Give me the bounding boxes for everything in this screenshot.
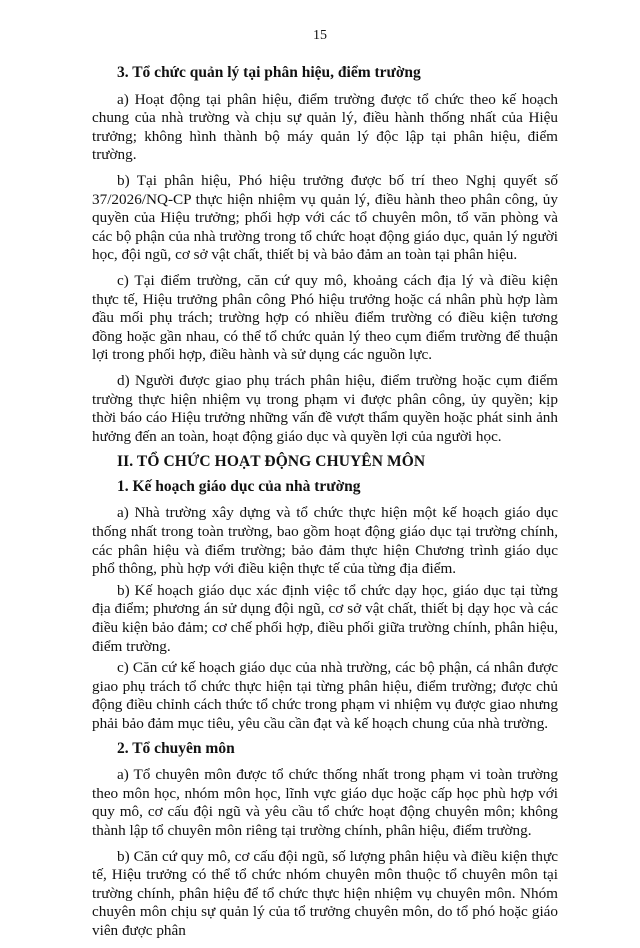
paragraph: c) Căn cứ kế hoạch giáo dục của nhà trường, các bộ phận, cá nhân được giao phụ trách tổ chức thực hiện tại từng phân hiệu, điểm trường; được chủ động điều chỉnh cách thức tổ chức trong phạm vi nhiệm vụ được giao nhưng phải bảo đảm mục tiêu, yêu cầu cần đạt và kế hoạch chung của nhà trường. [92,659,558,732]
section-1-body [92,504,558,733]
paragraph: d) Người được giao phụ trách phân hiệu, điểm trường hoặc cụm điểm trường thực hiện nhiệm vụ trong phạm vi được phân công, ủy quyền; kịp thời báo cáo Hiệu trưởng những vấn đề vượt thẩm quyền hoặc phát sinh ảnh hưởng đến an toàn, hoạt động giáo dục và quyền lợi của người học. [92,371,558,445]
paragraph: a) Hoạt động tại phân hiệu, điểm trường được tổ chức theo kế hoạch chung của nhà trường và chịu sự quản lý, điều hành thống nhất của Hiệu trưởng; không hình thành bộ máy quản lý độc lập tại phân hiệu, điểm trường. [92,90,558,164]
page-number: 15 [313,28,327,43]
paragraph: a) Tổ chuyên môn được tổ chức thống nhất trong phạm vi toàn trường theo môn học, nhóm môn học, lĩnh vực giáo dục hoặc cấp học phù hợp với quy mô, cơ cấu đội ngũ và yêu cầu tổ chức hoạt động chuyên môn; không thành lập tổ chuyên môn riêng tại trường chính, phân hiệu, điểm trường. [92,766,558,839]
paragraph: b) Tại phân hiệu, Phó hiệu trưởng được bố trí theo Nghị quyết số 37/2026/NQ-CP thực hiện nhiệm vụ quản lý, điều hành theo phân công, ủy quyền của Hiệu trưởng; phối hợp với các tổ chuyên môn, tổ văn phòng và các bộ phận của nhà trường trong tổ chức hoạt động giáo dục, quản lý người học, đội ngũ, cơ sở vật chất, thiết bị và bảo đảm an toàn tại phân hiệu. [92,171,558,264]
section-2-heading: 2. Tổ chuyên môn [117,739,235,757]
section-1-heading: 1. Kế hoạch giáo dục của nhà trường [117,477,361,495]
paragraph: b) Căn cứ quy mô, cơ cấu đội ngũ, số lượng phân hiệu và điều kiện thực tế, Hiệu trưởng có thể tổ chức nhóm chuyên môn thuộc tổ chuyên môn tại trường chính, phân hiệu để tổ chức thực hiện nhiệm vụ chuyên môn. Nhóm chuyên môn chịu sự quản lý của tổ trưởng chuyên môn, do tổ phó hoặc giáo viên được phân [92,847,558,939]
paragraph: c) Tại điểm trường, căn cứ quy mô, khoảng cách địa lý và điều kiện thực tế, Hiệu trưởng phân công Phó hiệu trưởng hoặc cá nhân phù hợp làm đầu mối phụ trách; trường hợp có nhiều điểm trường có điều kiện tương đồng hoặc gần nhau, có thể tổ chức quản lý theo cụm điểm trường để thuận lợi trong phối hợp, điều hành và sử dụng các nguồn lực. [92,271,558,364]
paragraph: a) Nhà trường xây dựng và tổ chức thực hiện một kế hoạch giáo dục thống nhất trong toàn trường, bao gồm hoạt động giáo dục tại trường chính, các phân hiệu và điểm trường; bảo đảm thực hiện Chương trình giáo dục phổ thông, phù hợp với điều kiện thực tế của từng địa điểm. [92,504,558,578]
page-content [92,58,558,948]
chapter-2-heading: II. TỔ CHỨC HOẠT ĐỘNG CHUYÊN MÔN [117,453,426,471]
section-3-heading: 3. Tổ chức quản lý tại phân hiệu, điểm trường [117,64,421,81]
paragraph: b) Kế hoạch giáo dục xác định việc tổ chức dạy học, giáo dục tại từng địa điểm; phương án sử dụng đội ngũ, cơ sở vật chất, thiết bị dạy học và các điều kiện bảo đảm; cơ chế phối hợp, điều phối giữa trường chính, phân hiệu, điểm trường. [92,581,558,655]
